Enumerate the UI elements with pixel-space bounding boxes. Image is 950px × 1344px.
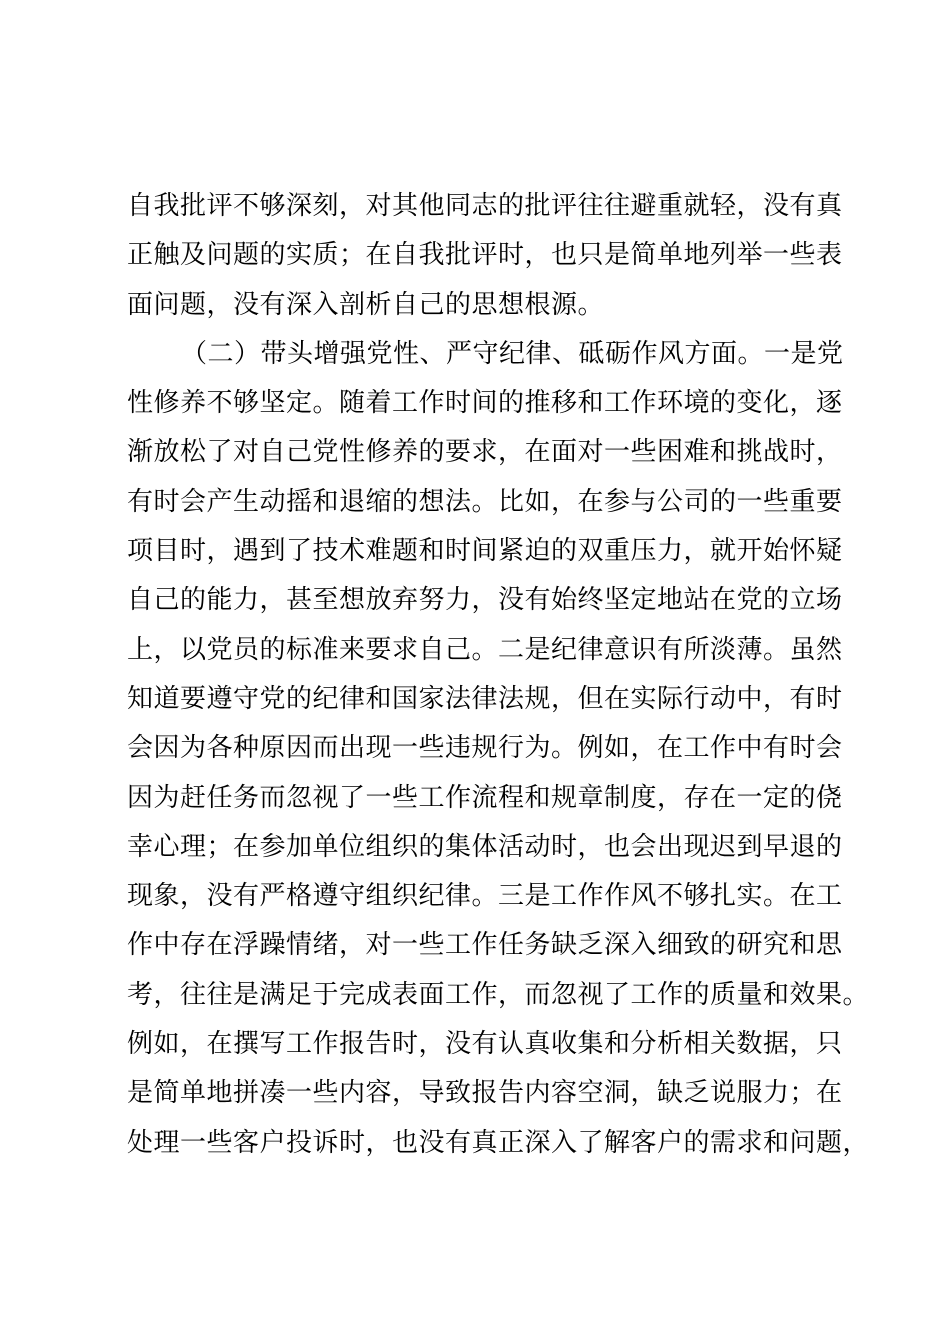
body-text <box>127 182 870 1168</box>
section-heading-line: （二）带头增强党性、严守纪律、砥砺作风方面。一是党 <box>181 338 844 369</box>
text-line: 有时会产生动摇和退缩的想法。比如，在参与公司的一些重要 <box>127 486 843 517</box>
text-line: 处理一些客户投诉时，也没有真正深入了解客户的需求和问题， <box>127 1127 870 1158</box>
text-line: 会因为各种原因而出现一些违规行为。例如，在工作中有时会 <box>127 733 843 764</box>
text-line: 因为赶任务而忽视了一些工作流程和规章制度，存在一定的侥 <box>127 782 843 813</box>
text-line: 渐放松了对自己党性修养的要求，在面对一些困难和挑战时， <box>127 437 843 468</box>
text-line: 现象，没有严格遵守组织纪律。三是工作作风不够扎实。在工 <box>127 881 843 912</box>
text-line: 考，往往是满足于完成表面工作，而忽视了工作的质量和效果。 <box>127 979 870 1010</box>
text-line: 作中存在浮躁情绪，对一些工作任务缺乏深入细致的研究和思 <box>127 930 843 961</box>
text-line: 面问题，没有深入剖析自己的思想根源。 <box>127 289 605 320</box>
text-line: 是简单地拼凑一些内容，导致报告内容空洞，缺乏说服力；在 <box>127 1078 843 1109</box>
text-line: 性修养不够坚定。随着工作时间的推移和工作环境的变化，逐 <box>127 388 843 419</box>
text-line: 知道要遵守党的纪律和国家法律法规，但在实际行动中，有时 <box>127 683 843 714</box>
text-line: 自我批评不够深刻，对其他同志的批评往往避重就轻，没有真 <box>127 191 843 221</box>
text-line: 上，以党员的标准来要求自己。二是纪律意识有所淡薄。虽然 <box>127 634 843 665</box>
text-line: 自己的能力，甚至想放弃努力，没有始终坚定地站在党的立场 <box>127 585 843 616</box>
text-line: 幸心理；在参加单位组织的集体活动时，也会出现迟到早退的 <box>127 831 843 862</box>
text-line: 项目时，遇到了技术难题和时间紧迫的双重压力，就开始怀疑 <box>127 536 843 567</box>
text-line: 正触及问题的实质；在自我批评时，也只是简单地列举一些表 <box>127 240 843 271</box>
text-line: 例如，在撰写工作报告时，没有认真收集和分析相关数据，只 <box>127 1029 843 1060</box>
